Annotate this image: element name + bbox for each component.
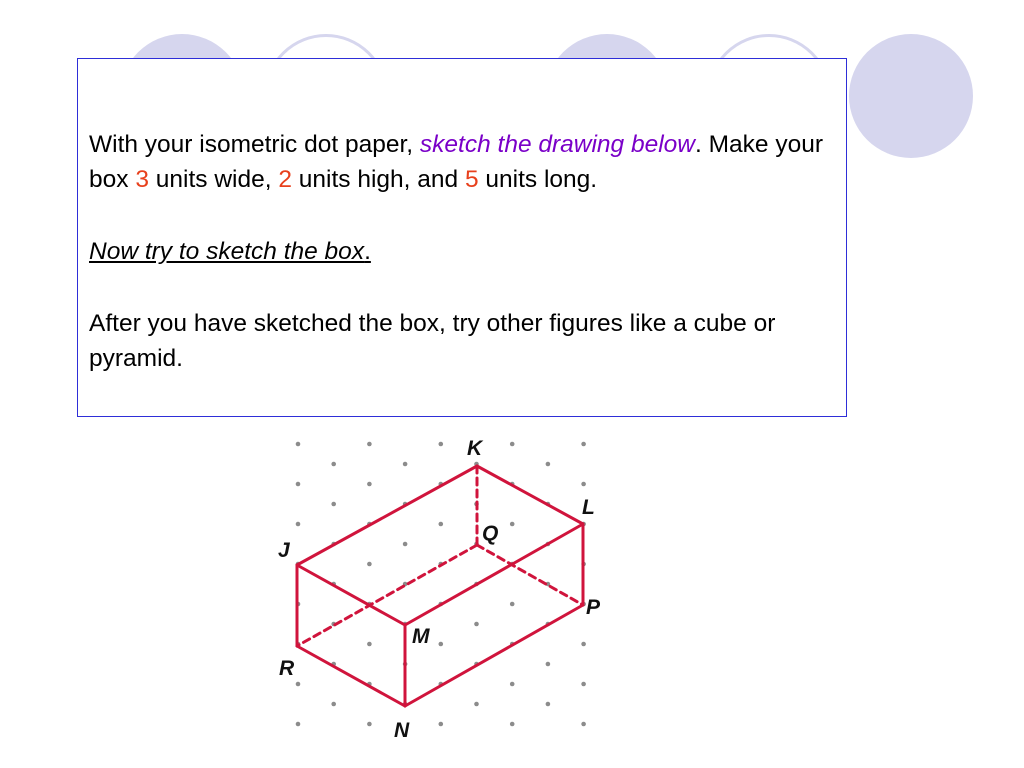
isometric-box-figure <box>270 430 610 750</box>
vertex-label-R: R <box>279 657 295 680</box>
vertex-label-K: K <box>467 437 483 460</box>
height-value: 2 <box>278 166 292 193</box>
vertex-label-N: N <box>394 719 410 742</box>
instruction-text: Make your box <box>89 131 823 193</box>
grid-dot <box>403 462 408 467</box>
grid-dot <box>367 482 372 487</box>
vertex-label-J: J <box>278 539 290 562</box>
vertex-label-Q: Q <box>482 522 499 545</box>
instruction-lead: With your isometric dot paper, <box>89 131 420 158</box>
box-hidden-edges <box>297 466 583 646</box>
grid-dot <box>296 722 301 727</box>
grid-dot <box>296 682 301 687</box>
grid-dot <box>439 642 444 647</box>
grid-dot <box>367 642 372 647</box>
grid-dot <box>367 722 372 727</box>
grid-dot <box>367 442 372 447</box>
grid-dot <box>581 682 586 687</box>
grid-dot <box>510 722 515 727</box>
grid-dot <box>546 462 551 467</box>
instruction-text: units high, and <box>291 166 465 193</box>
vertex-label-P: P <box>586 596 601 619</box>
instruction-text-box <box>77 58 847 417</box>
followup-paragraph: After you have sketched the box, try other figures like a cube or pyramid. <box>89 310 776 372</box>
instruction-text: units wide, <box>148 166 279 193</box>
grid-dot <box>331 462 336 467</box>
grid-dot <box>510 602 515 607</box>
grid-dot <box>439 442 444 447</box>
instruction-paragraph <box>89 127 836 197</box>
vertex-label-M: M <box>412 625 430 648</box>
grid-dot <box>331 702 336 707</box>
edge-KL <box>477 466 583 524</box>
sketch-drawing-emphasis: sketch the drawing below <box>419 131 695 158</box>
width-value: 3 <box>135 166 149 193</box>
grid-dot <box>367 562 372 567</box>
try-sketch-link[interactable]: Now try to sketch the box <box>89 238 365 265</box>
grid-dot <box>546 662 551 667</box>
grid-dot <box>331 502 336 507</box>
grid-dot <box>296 482 301 487</box>
try-sketch-paragraph <box>89 234 836 269</box>
decorative-circle <box>849 34 973 158</box>
grid-dot <box>581 482 586 487</box>
grid-dot <box>510 522 515 527</box>
grid-dot <box>439 522 444 527</box>
length-value: 5 <box>464 166 479 193</box>
grid-dot <box>510 682 515 687</box>
grid-dot <box>403 542 408 547</box>
grid-dot <box>296 442 301 447</box>
edge-QR <box>297 545 477 646</box>
grid-dot <box>474 702 479 707</box>
box-visible-edges <box>297 466 583 706</box>
grid-dot <box>581 722 586 727</box>
edge-RN <box>297 646 405 706</box>
try-sketch-period: . <box>364 238 371 265</box>
grid-dot <box>296 522 301 527</box>
edge-PN <box>405 605 583 706</box>
grid-dot <box>439 722 444 727</box>
vertex-label-L: L <box>582 496 595 519</box>
instruction-period: . <box>695 131 702 158</box>
grid-dot <box>546 702 551 707</box>
instruction-text: units long. <box>478 166 598 193</box>
grid-dot <box>581 442 586 447</box>
edge-JK <box>297 466 477 565</box>
grid-dot <box>474 622 479 627</box>
grid-dot <box>510 442 515 447</box>
grid-dot <box>581 642 586 647</box>
